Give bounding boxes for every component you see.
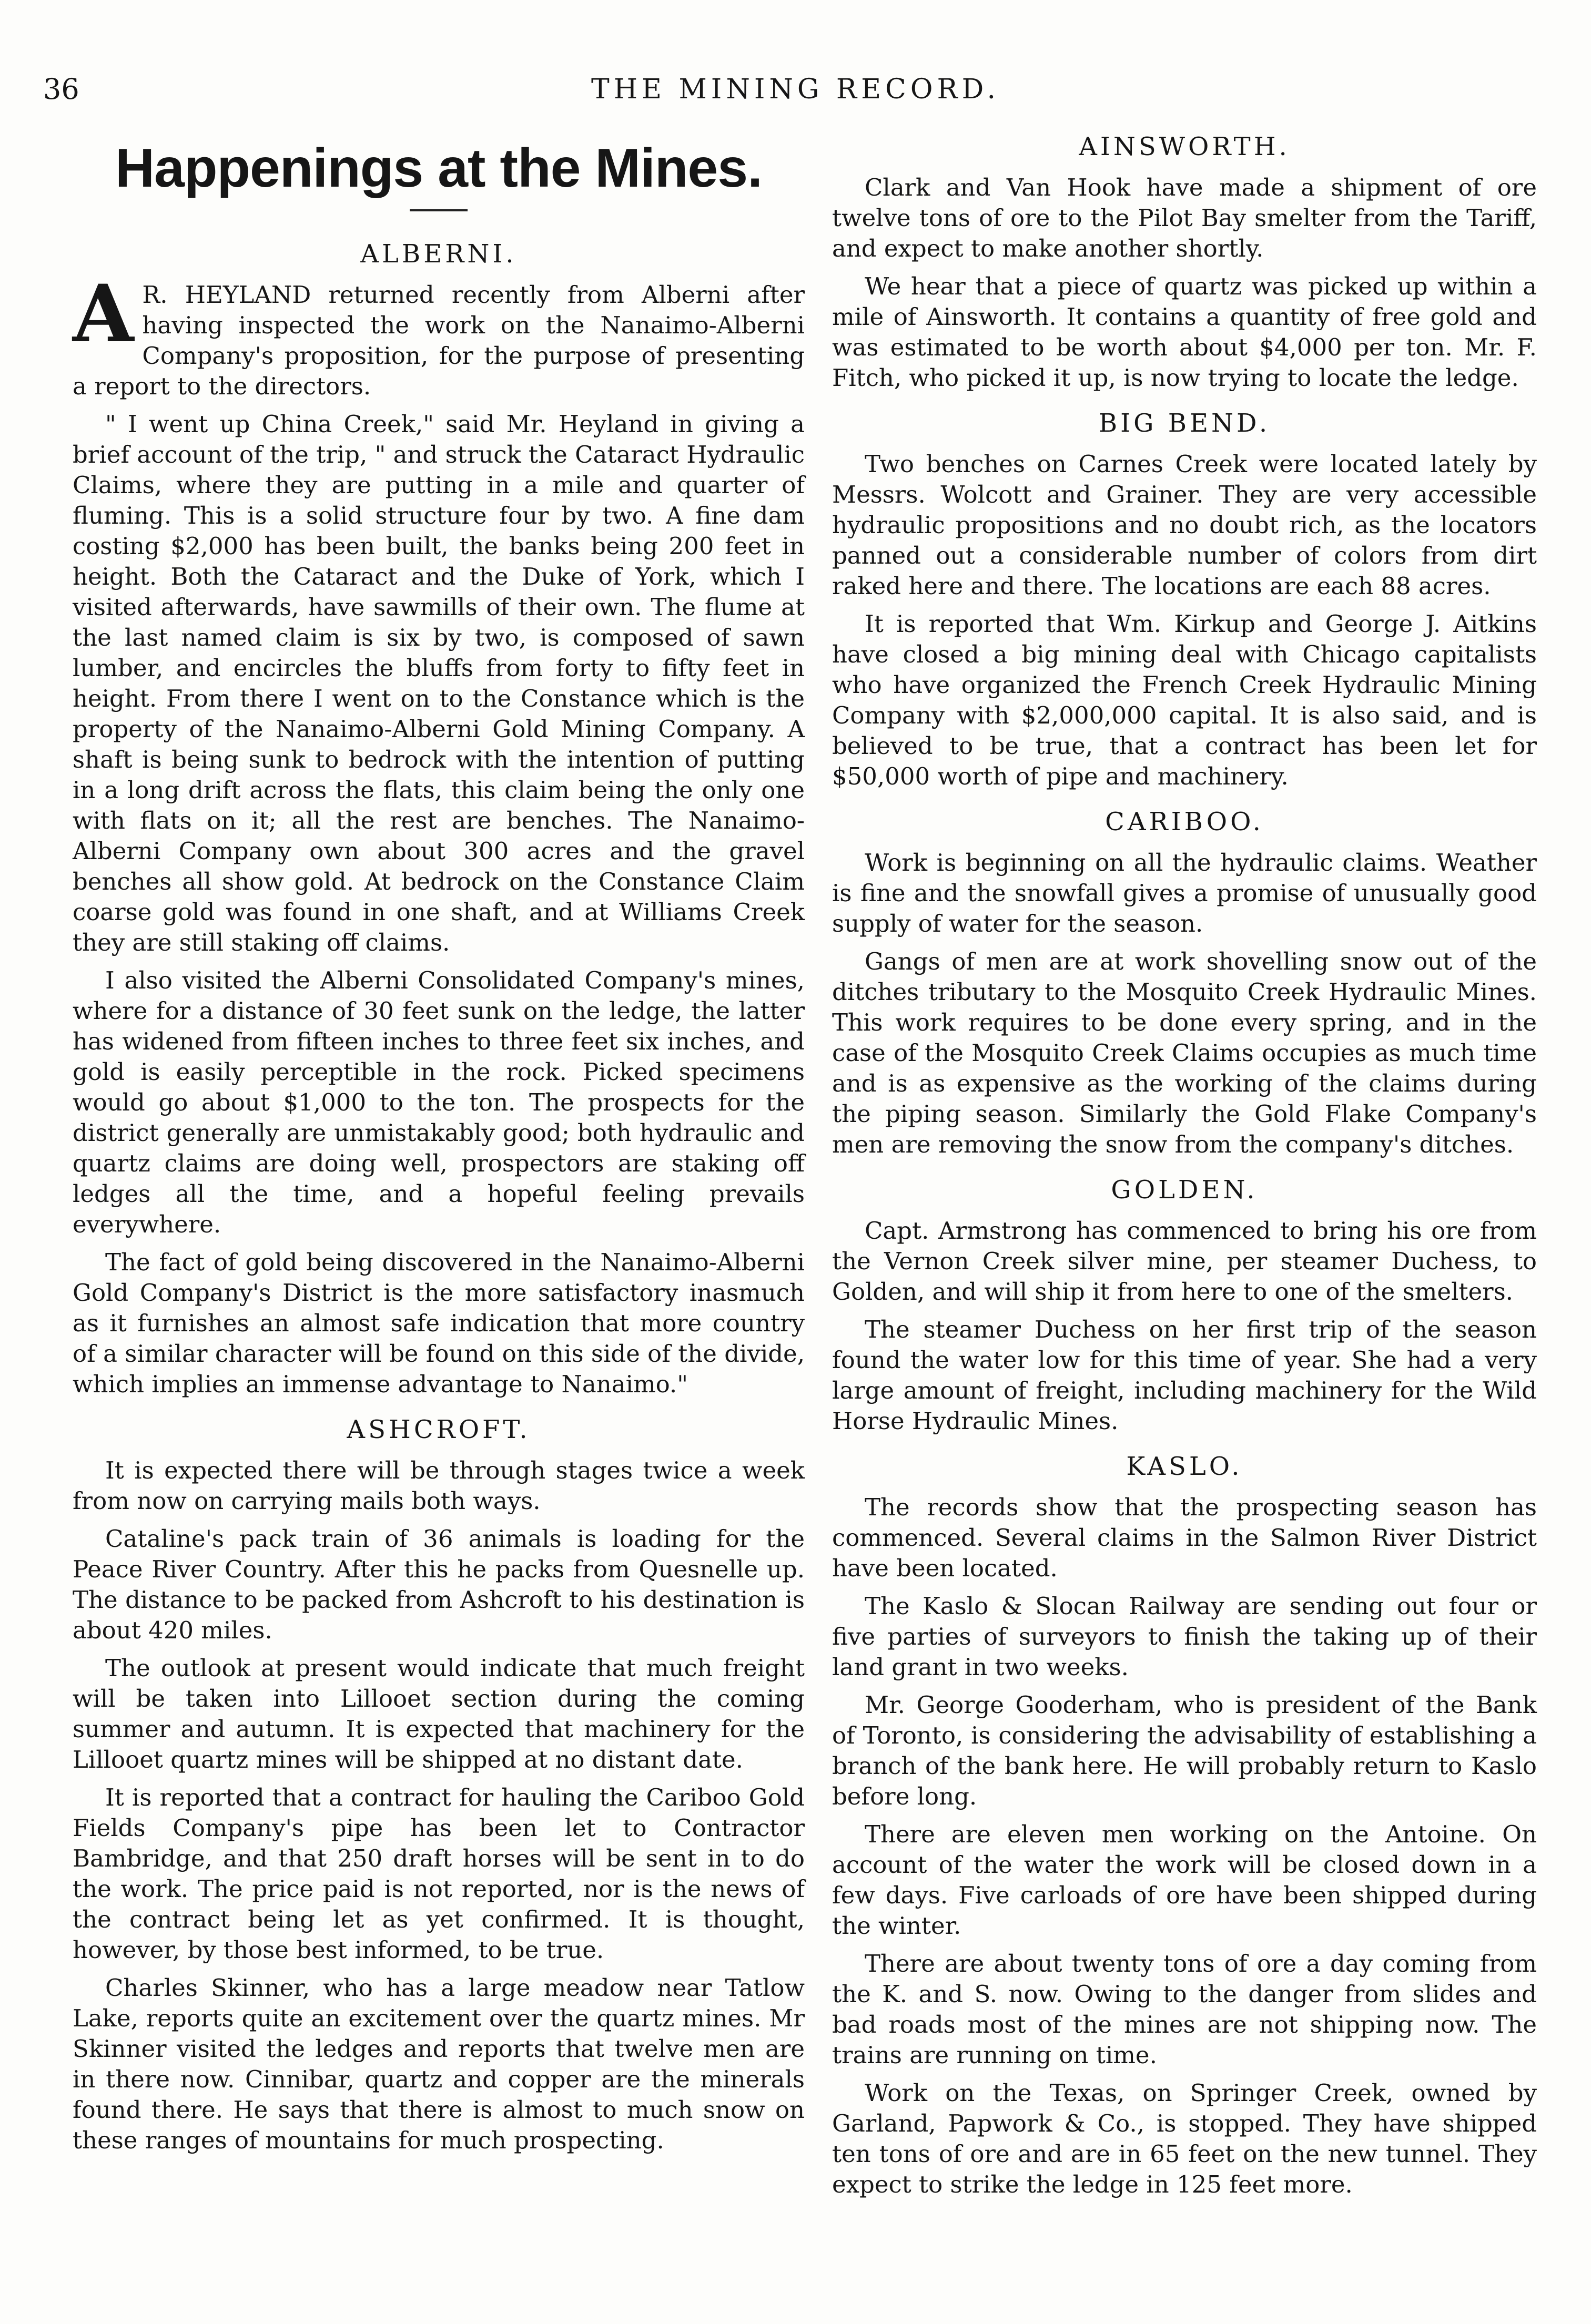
paragraph: The records show that the prospecting season has commenced. Several claims in the Salmon River District have been located. <box>832 1493 1537 1582</box>
section-heading-ashcroft: ASHCROFT. <box>347 1415 531 1444</box>
paragraph: It is reported that Wm. Kirkup and George J. Aitkins have closed a big mining deal with Chicago capitalists who have organized the French Creek Hydraulic Mining Company with $2,000,000 capital. It is also said, and is believed to be true, that a contract has been let for $50,000 worth of pipe and machinery. <box>832 610 1537 790</box>
drop-cap: A <box>73 268 134 360</box>
left-column <box>73 131 805 2163</box>
page-number: 36 <box>43 73 79 106</box>
paragraph: Charles Skinner, who has a large meadow near Tatlow Lake, reports quite an excitement over the quartz mines. Mr Skinner visited the ledges and reports that twelve men are in there now. Cinnibar, quartz and copper are the minerals found there. He says that there is almost to much snow on these ranges of mountains for much prospecting. <box>73 1974 805 2154</box>
paragraph: Cataline's pack train of 36 animals is loading for the Peace River Country. After this he packs from Quesnelle up. The distance to be packed from Ashcroft to his destination is about 420 miles. <box>73 1525 805 1644</box>
paragraph: The Kaslo & Slocan Railway are sending out four or five parties of surveyors to finish the taking up of their land grant in two weeks. <box>832 1592 1537 1681</box>
journal-title: THE MINING RECORD. <box>591 74 1000 105</box>
paragraph: Mr. George Gooderham, who is president of the Bank of Toronto, is considering the advisability of establishing a branch of the bank here. He will probably return to Kaslo before long. <box>832 1691 1537 1810</box>
paragraph: Work on the Texas, on Springer Creek, owned by Garland, Papwork & Co., is stopped. They have shipped ten tons of ore and are in 65 feet on the new tunnel. They expect to strike the ledge in 125 feet more. <box>832 2079 1537 2198</box>
right-column <box>832 131 1537 2207</box>
paragraph: The fact of gold being discovered in the Nanaimo-Alberni Gold Company's District is the more satisfactory inasmuch as it furnishes an almost safe indication that more country of a similar character will be found on this side of the divide, which implies an immense advantage to Nanaimo." <box>73 1248 805 1398</box>
paragraph: There are about twenty tons of ore a day coming from the K. and S. now. Owing to the danger from slides and bad roads most of the mines are not shipping now. The trains are running on time. <box>832 1950 1537 2069</box>
article-title: Happenings at the Mines. <box>115 138 762 199</box>
section-heading-kaslo: KASLO. <box>1126 1452 1243 1481</box>
paragraph: The outlook at present would indicate that much freight will be taken into Lillooet section during the coming summer and autumn. It is expected that machinery for the Lillooet quartz mines will be shipped at no distant date. <box>73 1654 805 1773</box>
paragraph: There are eleven men working on the Antoine. On account of the water the work will be closed down in a few days. Five carloads of ore have been shipped during the winter. <box>832 1820 1537 1940</box>
paragraph: Gangs of men are at work shovelling snow out of the ditches tributary to the Mosquito Creek Hydraulic Mines. This work requires to be done every spring, and in the case of the Mosquito Creek Claims occupies as much time and is as expensive as the working of the claims during the piping season. Similarly the Gold Flake Company's men are removing the snow from the company's ditches. <box>832 947 1537 1158</box>
paragraph: The steamer Duchess on her first trip of the season found the water low for this time of year. She had a very large amount of freight, including machinery for the Wild Horse Hydraulic Mines. <box>832 1316 1537 1435</box>
paragraph: Work is beginning on all the hydraulic claims. Weather is fine and the snowfall gives a promise of unusually good supply of water for the season. <box>832 849 1537 937</box>
paragraph: We hear that a piece of quartz was picked up within a mile of Ainsworth. It contains a quantity of free gold and was estimated to be worth about $4,000 per ton. Mr. F. Fitch, who picked it up, is now trying to locate the ledge. <box>832 272 1537 392</box>
paragraph: " I went up China Creek," said Mr. Heyland in giving a brief account of the trip, " and struck the Cataract Hydraulic Claims, where they are putting in a mile and quarter of fluming. This is a solid structure four by two. A fine dam costing $2,000 has been built, the banks being 200 feet in height. Both the Cataract and the Duke of York, which I visited afterwards, have sawmills of their own. The flume at the last named claim is six by two, is composed of sawn lumber, and encircles the bluffs from forty to fifty feet in height. From there I went on to the Constance which is the property of the Nanaimo-Alberni Gold Mining Company. A shaft is being sunk to bedrock with the intention of putting in a long drift across the flats, this claim being the only one with flats on it; all the rest are benches. The Nanaimo-Alberni Company own about 300 acres and the gravel benches all show gold. At bedrock on the Constance Claim coarse gold was found in one shaft, and at Williams Creek they are still staking off claims. <box>73 410 805 956</box>
paragraph: Two benches on Carnes Creek were located lately by Messrs. Wolcott and Grainer. They are very accessible hydraulic propositions and no doubt rich, as the locators panned out a considerable number of colors from dirt raked here and there. The locations are each 88 acres. <box>832 450 1537 600</box>
paragraph: It is reported that a contract for hauling the Cariboo Gold Fields Company's pipe has been let to Contractor Bambridge, and that 250 draft horses will be sent in to do the work. The price paid is not reported, nor is the news of the contract being let as yet confirmed. It is thought, however, by those best informed, to be true. <box>73 1783 805 1964</box>
section-heading-ainsworth: AINSWORTH. <box>1079 132 1290 161</box>
paragraph: Capt. Armstrong has commenced to bring his ore from the Vernon Creek silver mine, per steamer Duchess, to Golden, and will ship it from here to one of the smelters. <box>832 1217 1537 1306</box>
paragraph: I also visited the Alberni Consolidated Company's mines, where for a distance of 30 feet sunk on the ledge, the latter has widened from fifteen inches to three feet six inches, and gold is easily perceptible in the rock. Picked specimens would go about $1,000 to the ton. The prospects for the district generally are unmistakably good; both hydraulic and quartz claims are doing well, prospectors are staking off ledges all the time, and a hopeful feeling prevails everywhere. <box>73 966 805 1238</box>
title-rule <box>410 209 468 211</box>
alberni-lead-paragraph <box>73 268 805 402</box>
section-heading-alberni: ALBERNI. <box>360 239 517 269</box>
section-heading-golden: GOLDEN. <box>1111 1175 1258 1205</box>
paragraph: It is expected there will be through stages twice a week from now on carrying mails both ways. <box>73 1456 805 1515</box>
lead-paragraph-text: R. HEYLAND returned recently from Alberni after having inspected the work on the Nanaimo-Alberni Company's proposition, for the purpose of presenting a report to the directors. <box>73 281 805 400</box>
section-heading-big-bend: BIG BEND. <box>1098 409 1271 438</box>
paragraph: Clark and Van Hook have made a shipment of ore twelve tons of ore to the Pilot Bay smelter from the Tariff, and expect to make another shortly. <box>832 174 1537 262</box>
section-heading-cariboo: CARIBOO. <box>1105 807 1264 837</box>
